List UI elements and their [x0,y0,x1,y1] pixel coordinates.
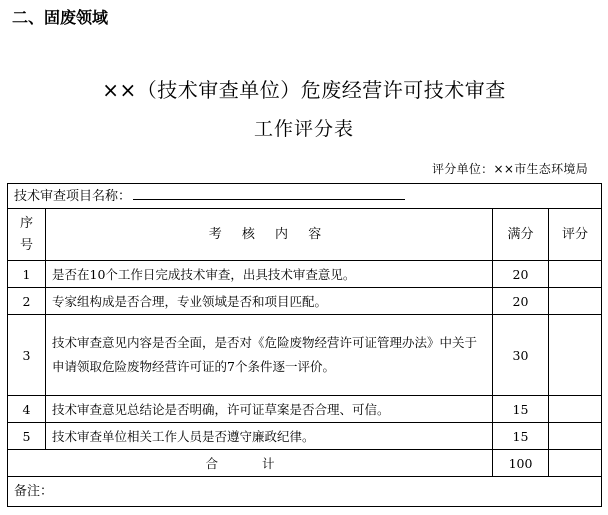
table-row [8,423,602,450]
table-row [8,288,602,315]
row-score-cell[interactable] [549,288,602,315]
header-seq-label: 序号 [20,215,34,253]
total-score-cell[interactable] [549,450,602,477]
total-row [8,450,602,477]
project-name-cell [8,184,602,209]
row-content: 是否在10个工作日完成技术审查，出具技术审查意见。 [46,261,493,288]
row-score-cell[interactable] [549,396,602,423]
row-content: 技术审查单位相关工作人员是否遵守廉政纪律。 [46,423,493,450]
header-full-score: 满分 [493,209,549,261]
header-row [8,209,602,261]
total-full-score: 100 [493,450,549,477]
row-full-score: 20 [493,261,549,288]
row-seq: 4 [8,396,46,423]
note-cell[interactable] [8,477,602,507]
section-heading: 二、固废领域 [12,8,109,27]
row-seq: 1 [8,261,46,288]
score-table [7,183,602,507]
note-row [8,477,602,507]
project-name-row [8,184,602,209]
row-content: 技术审查意见内容是否全面，是否对《危险废物经营许可证管理办法》中关于申请领取危险废物经营许可证的7个条件逐一评价。 [46,315,493,396]
row-score-cell[interactable] [549,423,602,450]
row-full-score: 15 [493,423,549,450]
table-row [8,261,602,288]
header-score: 评分 [549,209,602,261]
table-row [8,315,602,396]
total-label: 合 计 [8,450,493,477]
header-content: 考 核 内 容 [46,209,493,261]
row-full-score: 30 [493,315,549,396]
header-seq [8,209,46,261]
row-content: 技术审查意见总结论是否明确，许可证草案是否合理、可信。 [46,396,493,423]
row-full-score: 15 [493,396,549,423]
note-label: 备注： [14,484,54,499]
table-title-line2: 工作评分表 [253,118,354,140]
row-seq: 3 [8,315,46,396]
table-row [8,396,602,423]
row-full-score: 20 [493,288,549,315]
table-title-line1: ××（技术审查单位）危废经营许可技术审查 [102,78,506,102]
row-seq: 5 [8,423,46,450]
row-seq: 2 [8,288,46,315]
row-score-cell[interactable] [549,261,602,288]
project-name-field[interactable] [133,187,405,200]
row-content: 专家组构成是否合理，专业领域是否和项目匹配。 [46,288,493,315]
project-name-label: 技术审查项目名称： [14,188,132,204]
row-score-cell[interactable] [549,315,602,396]
rating-unit: 评分单位：××市生态环境局 [431,162,588,176]
